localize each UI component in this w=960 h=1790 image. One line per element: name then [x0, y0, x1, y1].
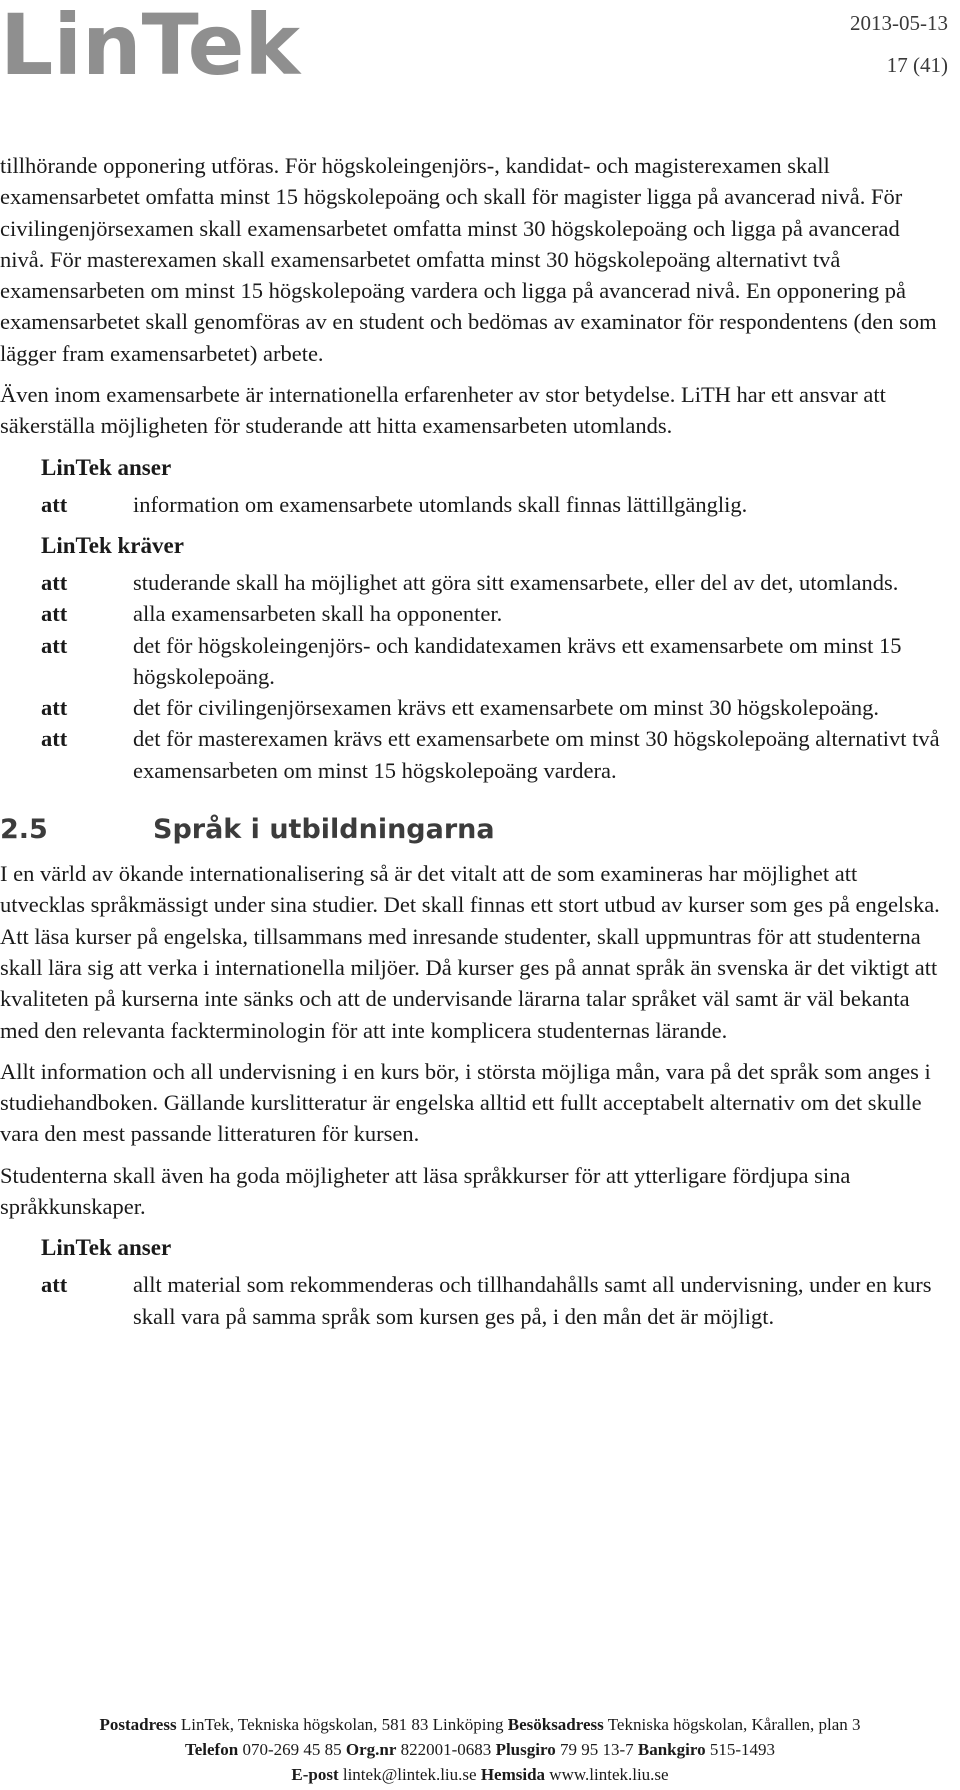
paragraph-international: Även inom examensarbete är internationella erfarenheter av stor betydelse. LiTH har ett ansvar att säkerställa möjligheten för studerande att hitta examensarbeten utomlands. — [0, 382, 886, 439]
footer-visit-address: Tekniska högskolan, Kårallen, plan 3 — [607, 1715, 861, 1734]
requirement-key: att — [41, 726, 68, 752]
lintek-logo — [0, 0, 302, 80]
paragraph-course-language: Allt information och all undervisning i en kurs bör, i största möjliga mån, vara på det språk som anges i studiehandboken. Gällande kurslitteratur är engelska alltid ett fullt acceptabelt alternativ om det skulle vara den mest passande litteraturen för kursen. — [0, 1058, 931, 1147]
footer-email[interactable]: lintek@lintek.liu.se — [342, 1765, 477, 1784]
footer-label-visit: Besöksadress — [507, 1715, 604, 1734]
footer-label-plusgiro: Plusgiro — [495, 1740, 556, 1759]
footer-plusgiro: 79 95 13-7 — [559, 1740, 634, 1759]
footer-label-bankgiro: Bankgiro — [637, 1740, 706, 1759]
requirement-key: att — [41, 491, 68, 517]
footer-line-contact — [0, 1762, 960, 1787]
logo-text: LinTek — [0, 0, 302, 80]
requirement-text: studerande skall ha möjlighet att göra sitt examensarbete, eller del av det, utomlands. — [133, 569, 899, 595]
section-heading — [0, 812, 946, 848]
paragraph-internationalisation: I en värld av ökande internationalisering så är det vitalt att de som examineras har möjlighet att utvecklas språkmässigt under sina studier. Det skall finnas ett stort utbud av kurser som ges på engelska. Att läsa kurser på engelska, tillsammans med inresande studenter, skall uppmuntras för att studenterna skall lära sig att verka i internationella miljöer. Då kurser ges på annat språk än svenska är det viktigt att kvaliteten på kurserna inte sänks och att de undervisande lärarna talar språket väl samt är väl bekanta med den relevanta fackterminologin för att inte komplicera studenternas lärande. — [0, 861, 940, 1043]
block-heading-anser-1: LinTek anser — [41, 454, 172, 480]
requirement-text: alla examensarbeten skall ha opponenter. — [133, 601, 503, 627]
requirement-text: information om examensarbete utomlands skall finnas lättillgänglig. — [133, 491, 748, 517]
requirement-list-1 — [0, 489, 946, 520]
requirement-key: att — [41, 632, 68, 658]
document-body — [0, 150, 946, 1342]
block-heading-kraver: LinTek kräver — [41, 532, 184, 558]
requirement-list-3 — [0, 1269, 946, 1332]
requirement-text: det för civilingenjörsexamen krävs ett examensarbete om minst 30 högskolepoäng. — [133, 695, 880, 721]
requirement-list-2 — [0, 567, 946, 786]
footer-postal-address: LinTek, Tekniska högskolan, 581 83 Linköping — [180, 1715, 504, 1734]
requirement-item — [0, 1269, 946, 1332]
requirement-text: allt material som rekommenderas och tillhandahålls samt all undervisning, under en kurs skall vara på samma språk som kursen ges på, i den mån det är möjligt. — [133, 1272, 932, 1329]
requirement-key: att — [41, 569, 68, 595]
footer-label-phone: Telefon — [184, 1740, 239, 1759]
section-number: 2.5 — [0, 814, 48, 846]
requirement-item — [0, 567, 946, 598]
footer-label-website: Hemsida — [480, 1765, 546, 1784]
footer-line-numbers — [0, 1737, 960, 1762]
footer-label-email: E-post — [291, 1765, 339, 1784]
footer-label-orgnr: Org.nr — [345, 1740, 397, 1759]
header-page-number: 17 (41) — [886, 53, 948, 77]
requirement-text: det för högskoleingenjörs- och kandidatexamen krävs ett examensarbete om minst 15 högskolepoäng. — [133, 632, 902, 689]
requirement-item — [0, 723, 946, 786]
requirement-key: att — [41, 695, 68, 721]
requirement-item — [0, 489, 946, 520]
paragraph-language-courses: Studenterna skall även ha goda möjligheter att läsa språkkurser för att ytterligare fördjupa sina språkkunskaper. — [0, 1162, 851, 1220]
header-date: 2013-05-13 — [850, 11, 948, 35]
page-header-meta — [850, 2, 948, 86]
footer-line-address — [0, 1712, 960, 1737]
block-heading-anser-2: LinTek anser — [41, 1235, 172, 1261]
requirement-item — [0, 630, 946, 693]
footer-label-postal: Postadress — [99, 1715, 177, 1734]
footer-bankgiro: 515-1493 — [709, 1740, 776, 1759]
footer-phone: 070-269 45 85 — [242, 1740, 342, 1759]
requirement-item — [0, 692, 946, 723]
requirement-text: det för masterexamen krävs ett examensarbete om minst 30 högskolepoäng alternativt två examensarbeten om minst 15 högskolepoäng vardera. — [133, 726, 940, 783]
page-footer — [0, 1712, 960, 1787]
footer-orgnr: 822001-0683 — [400, 1740, 492, 1759]
section-title: Språk i utbildningarna — [153, 814, 495, 846]
requirement-item — [0, 598, 946, 629]
requirement-key: att — [41, 1272, 68, 1298]
footer-website[interactable]: www.lintek.liu.se — [549, 1765, 669, 1784]
requirement-key: att — [41, 601, 68, 627]
paragraph-exam-work: tillhörande opponering utföras. För högskoleingenjörs-, kandidat- och magisterexamen skall examensarbetet omfatta minst 15 högskolepoäng och skall för magister ligga på avancerad nivå. För civilingenjörsexamen skall examensarbetet omfatta minst 30 högskolepoäng och ligga på avancerad nivå. För masterexamen skall examensarbetet omfatta minst 30 högskolepoäng alternativt två examensarbeten om minst 15 högskolepoäng vardera och ligga på avancerad nivå. En opponering på examensarbetet skall genomföras av en student och bedömas av examinator för respondentens (den som lägger fram examensarbetet) arbete. — [0, 153, 937, 366]
